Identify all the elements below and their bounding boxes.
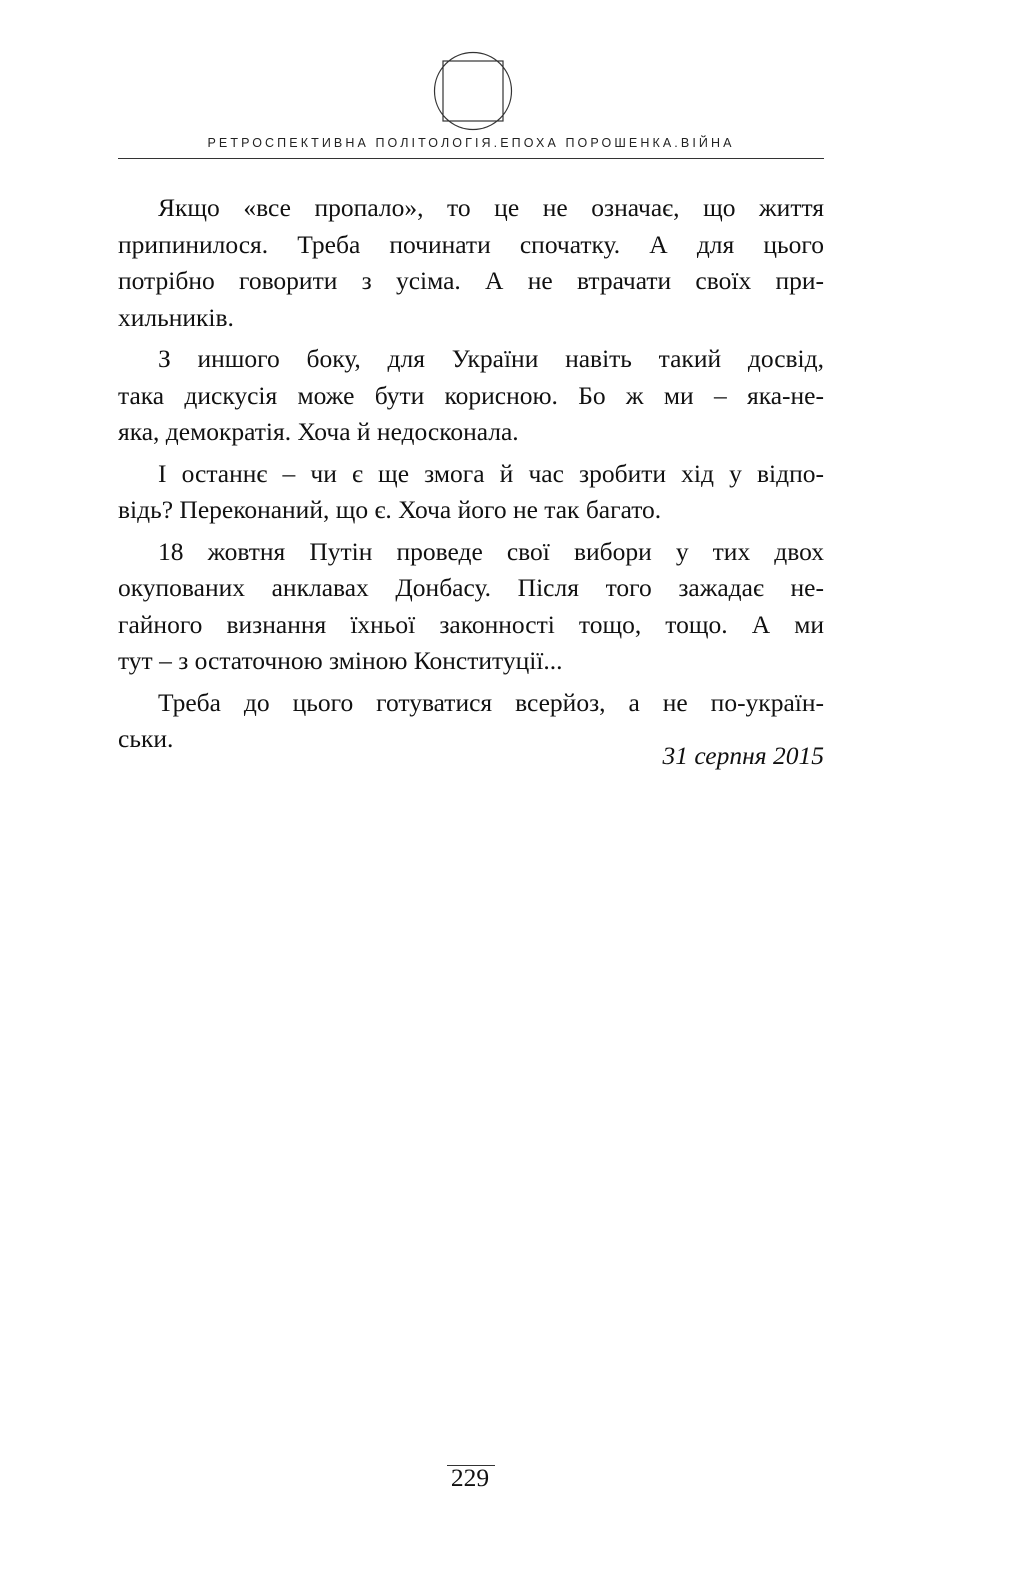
page-number: 229 [450, 1463, 490, 1492]
text-line: З иншого боку, для України навіть такий досвід, [158, 344, 824, 373]
circle-square-emblem-icon [433, 51, 513, 131]
text-line: яка, демократія. Хоча й недосконала. [118, 417, 519, 446]
text-line: Треба до цього готуватися всерйоз, а не по-україн- [158, 687, 824, 717]
date-signature: 31 серпня 2015 [662, 741, 824, 770]
text-line: 18 жовтня Путін проведе свої вибори у тих двох [158, 536, 824, 566]
text-line: потрібно говорити з усіма. А не втрачати своїх при- [118, 266, 824, 295]
text-line: припинилося. Треба починати спочатку. А для цього [118, 229, 824, 259]
text-line: Якщо «все пропало», то це не означає, що життя [158, 193, 824, 222]
paragraph-3 [118, 456, 824, 529]
body-text [118, 190, 824, 758]
paragraph-4 [118, 534, 824, 680]
paragraph-1 [118, 190, 824, 336]
text-line: І останнє – чи є ще змога й час зробити хід у відпо- [158, 458, 824, 488]
text-line: відь? Переконаний, що є. Хоча його не так багато. [118, 495, 662, 524]
running-head: РЕТРОСПЕКТИВНА ПОЛІТОЛОГІЯ.ЕПОХА ПОРОШЕНКА.ВІЙНА [207, 136, 735, 150]
text-line: ськи. [118, 724, 174, 753]
text-line: тут – з остаточною зміною Конституції... [118, 646, 563, 675]
text-line: гайного визнання їхньої законності тощо, тощо. А ми [118, 609, 824, 639]
text-line: окупованих анклавах Донбасу. Після того зажадає не- [118, 573, 824, 602]
header-rule [118, 158, 824, 159]
text-line: хильників. [118, 302, 234, 332]
text-line: така дискусія може бути корисною. Бо ж ми – яка-не- [118, 380, 824, 410]
paragraph-2 [118, 341, 824, 451]
